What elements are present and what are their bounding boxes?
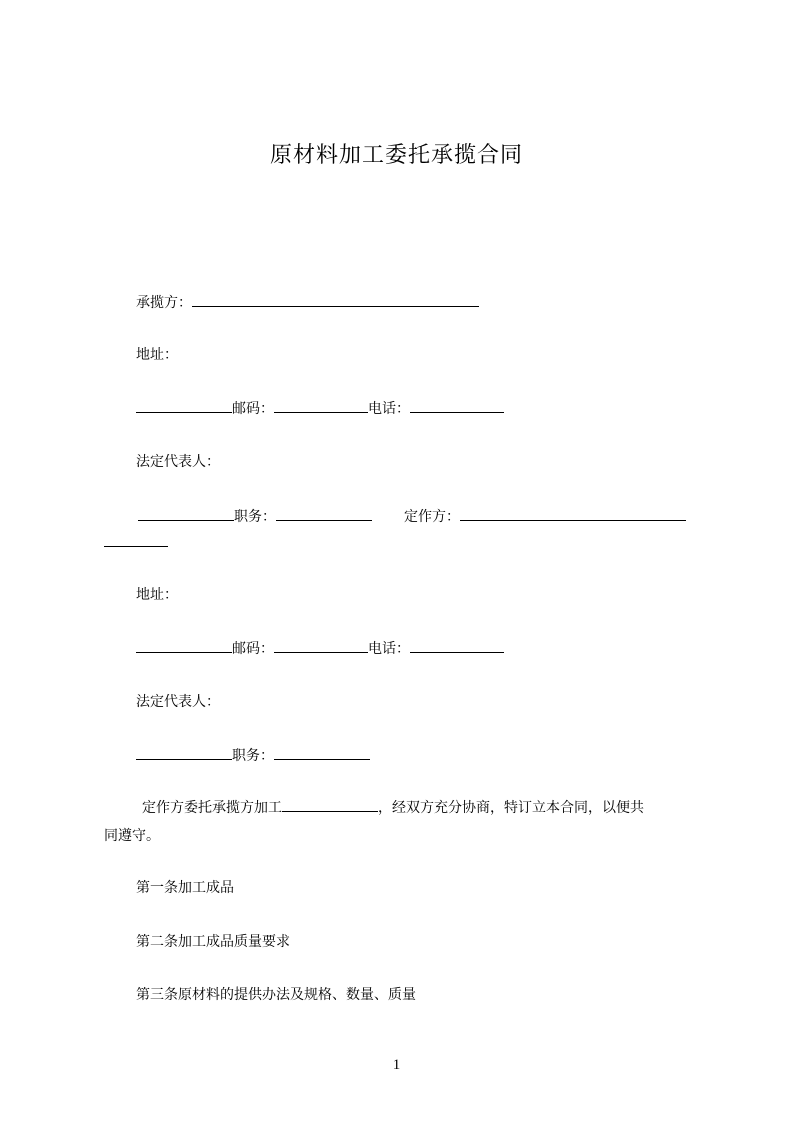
legal-rep-blank-2[interactable] xyxy=(136,745,232,760)
contractor-line xyxy=(136,292,479,313)
phone-blank-2[interactable] xyxy=(410,638,504,653)
phone-blank-1[interactable] xyxy=(410,398,504,413)
contractor-blank[interactable] xyxy=(192,292,479,307)
postcode-phone-line-1 xyxy=(136,398,504,419)
intro-paragraph xyxy=(104,794,704,850)
postcode-phone-line-2 xyxy=(136,638,504,659)
address-line-2 xyxy=(136,585,178,605)
document-title: 原材料加工委托承揽合同 xyxy=(269,143,523,168)
intro-part2: ，经双方充分协商，特订立本合同，以便共 xyxy=(378,800,644,816)
address-blank-2[interactable] xyxy=(136,638,232,653)
legal-rep-line-2 xyxy=(136,692,220,712)
address-blank-1[interactable] xyxy=(136,398,232,413)
intro-part3: 同遵守。 xyxy=(104,828,160,844)
legal-rep-label-2: 法定代表人： xyxy=(136,694,220,710)
client-blank[interactable] xyxy=(460,506,686,521)
position-label-2: 职务： xyxy=(232,748,274,764)
intro-part1: 定作方委托承揽方加工 xyxy=(142,800,282,816)
client-blank-continued[interactable] xyxy=(104,532,168,547)
position-blank-2[interactable] xyxy=(274,745,370,760)
phone-label-2: 电话： xyxy=(368,641,410,657)
client-label: 定作方： xyxy=(404,509,460,525)
address-label-1: 地址： xyxy=(136,347,178,363)
address-line-1 xyxy=(136,345,178,365)
position-label-1: 职务： xyxy=(234,509,276,525)
postcode-label-2: 邮码： xyxy=(232,641,274,657)
postcode-blank-2[interactable] xyxy=(274,638,368,653)
article-1: 第一条加工成品 xyxy=(136,880,234,896)
client-blank-continued-line xyxy=(104,532,168,553)
article-3: 第三条原材料的提供办法及规格、数量、质量 xyxy=(136,987,416,1003)
legal-rep-label-1: 法定代表人： xyxy=(136,454,220,470)
phone-label-1: 电话： xyxy=(368,401,410,417)
address-label-2: 地址： xyxy=(136,587,178,603)
page-number: 1 xyxy=(392,1057,401,1073)
postcode-label-1: 邮码： xyxy=(232,401,274,417)
processing-item-blank[interactable] xyxy=(282,797,378,812)
position-client-line xyxy=(138,506,686,527)
position-line-2 xyxy=(136,745,370,766)
legal-rep-line-1 xyxy=(136,452,220,472)
position-blank-1[interactable] xyxy=(276,506,372,521)
legal-rep-blank-1[interactable] xyxy=(138,506,234,521)
article-2: 第二条加工成品质量要求 xyxy=(136,934,290,950)
contractor-label: 承揽方： xyxy=(136,295,192,311)
postcode-blank-1[interactable] xyxy=(274,398,368,413)
